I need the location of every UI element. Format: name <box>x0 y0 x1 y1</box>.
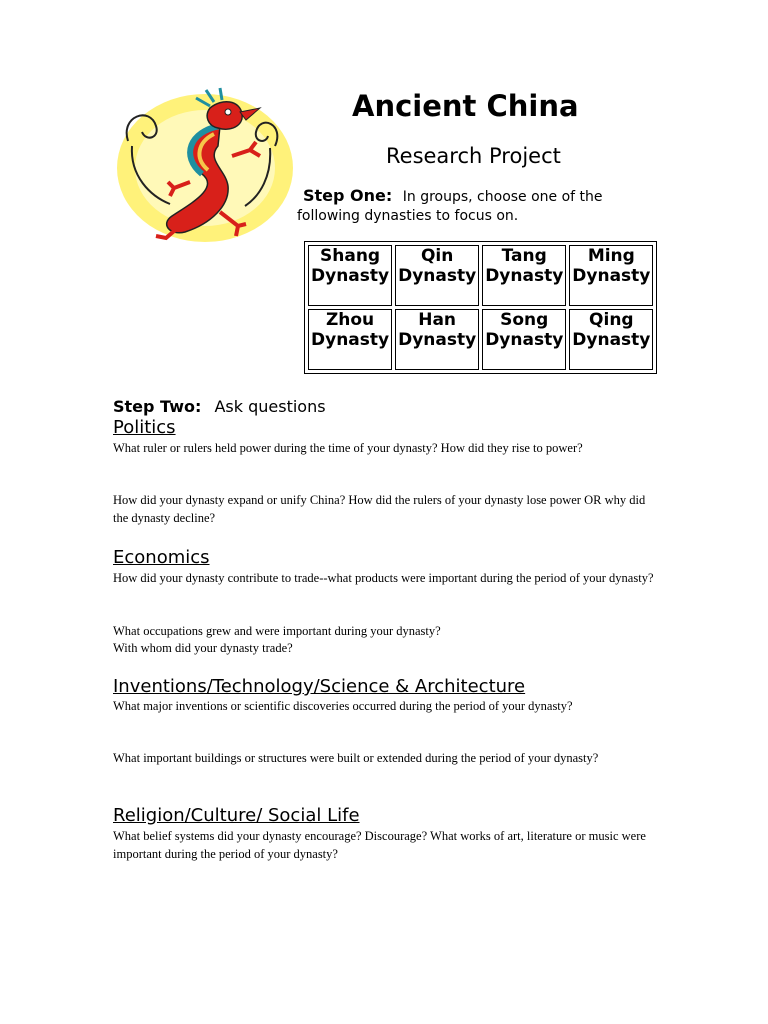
table-row <box>308 245 653 306</box>
dynasty-cell: Han Dynasty <box>395 309 479 370</box>
step-two <box>113 396 326 417</box>
economics-question: With whom did your dynasty trade? <box>113 641 293 655</box>
table-row <box>308 309 653 370</box>
dynasty-cell: Qing Dynasty <box>569 309 653 370</box>
inventions-question: What important buildings or structures were built or extended during the period of your dynasty? <box>113 751 599 765</box>
economics-question: What occupations grew and were important during your dynasty? <box>113 624 441 638</box>
politics-question: What ruler or rulers held power during the time of your dynasty? How did they rise to power? <box>113 441 583 455</box>
politics-question: How did your dynasty expand or unify China? How did the rulers of your dynasty lose power OR why did the dynasty decline? <box>113 493 646 525</box>
dynasty-cell: Qin Dynasty <box>395 245 479 306</box>
inventions-heading: Inventions/Technology/Science & Architecture <box>113 676 526 697</box>
religion-heading: Religion/Culture/ Social Life <box>113 805 360 826</box>
dynasty-cell: Tang Dynasty <box>482 245 566 306</box>
step-one <box>297 186 657 226</box>
religion-question: What belief systems did your dynasty encourage? Discourage? What works of art, literature or music were important during the period of your dynasty? <box>113 829 646 861</box>
economics-heading: Economics <box>113 547 210 568</box>
step-one-text: In groups, choose one of the following dynasties to focus on. <box>297 189 603 224</box>
dynasty-cell: Song Dynasty <box>482 309 566 370</box>
economics-question: How did your dynasty contribute to trade--what products were important during the period of your dynasty? <box>113 571 654 585</box>
page-title: Ancient China <box>352 89 579 123</box>
politics-heading: Politics <box>113 417 176 438</box>
dragon-icon <box>110 86 300 248</box>
dynasty-cell: Ming Dynasty <box>569 245 653 306</box>
inventions-question: What major inventions or scientific discoveries occurred during the period of your dynasty? <box>113 699 573 713</box>
step-one-label: Step One: <box>303 186 393 205</box>
step-two-text: Ask questions <box>214 397 326 416</box>
dynasty-cell: Zhou Dynasty <box>308 309 392 370</box>
page-subtitle: Research Project <box>386 144 561 168</box>
dynasty-cell: Shang Dynasty <box>308 245 392 306</box>
dynasty-table <box>304 241 657 374</box>
step-two-label: Step Two: <box>113 397 202 416</box>
